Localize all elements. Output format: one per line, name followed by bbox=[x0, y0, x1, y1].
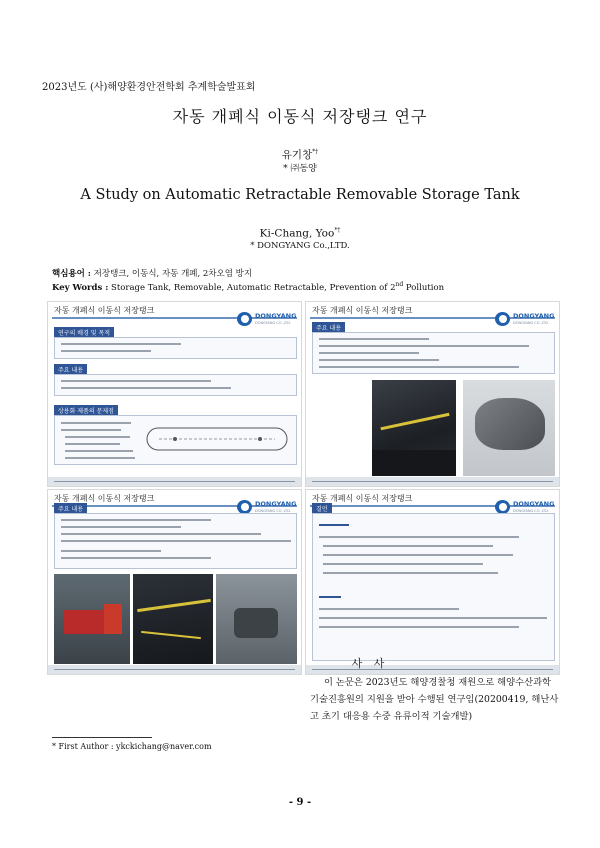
page-number: - 9 - bbox=[288, 797, 312, 808]
conference-header: 2023년도 (사)해양환경안전학회 추계학술발표회 bbox=[42, 82, 256, 93]
acknowledgment-text: 이 논문은 2023년도 해양경찰청 재원으로 해양수산과학 기술진흥원의 지원을 받아 수행된 연구임(20200419, 해난사 고 초기 대응용 수중 유류이적 기술개발) bbox=[310, 677, 559, 722]
section-label: 연구의 배경 및 목적 bbox=[54, 327, 114, 338]
slide-4 bbox=[305, 489, 560, 675]
author-korean: 유기창*† bbox=[281, 148, 319, 161]
dongyang-logo: DONGYANG DONGYANG CO.,LTD. bbox=[495, 310, 553, 330]
photo-deployment bbox=[133, 574, 213, 664]
text-box bbox=[54, 415, 297, 465]
text-box bbox=[54, 374, 297, 396]
photo-equipment bbox=[54, 574, 130, 664]
dongyang-logo: DONGYANG DONGYANG CO.,LTD. bbox=[237, 498, 295, 518]
section-label: 주요 내용 bbox=[312, 322, 345, 333]
slide-1 bbox=[47, 301, 302, 487]
slide-title: 자동 개폐식 이동식 저장탱크 bbox=[54, 306, 155, 315]
affiliation-korean: * ㈜동양 bbox=[283, 164, 317, 174]
tank-diagram bbox=[145, 420, 290, 460]
text-box bbox=[312, 332, 555, 374]
logo-mark-icon bbox=[237, 312, 252, 326]
title-english: A Study on Automatic Retractable Removable Storage Tank bbox=[80, 187, 520, 203]
slide-2 bbox=[305, 301, 560, 487]
slide-3 bbox=[47, 489, 302, 675]
text-box bbox=[54, 513, 297, 569]
title-korean: 자동 개폐식 이동식 저장탱크 연구 bbox=[172, 107, 428, 126]
slide-footer bbox=[306, 477, 559, 486]
section-label: 상용화 제품의 문제점 bbox=[54, 405, 118, 416]
footnote-rule bbox=[52, 737, 152, 738]
photo-tank-deployed bbox=[372, 380, 456, 476]
keywords-english: Key Words : Storage Tank, Removable, Automatic Retractable, Prevention of 2nd Pollution bbox=[52, 281, 445, 293]
dongyang-logo: DONGYANG DONGYANG CO.,LTD. bbox=[237, 310, 295, 330]
keywords-korean: 핵심용어 : 저장탱크, 이동식, 자동 개폐, 2차오염 방지 bbox=[52, 269, 253, 279]
section-label: 주요 내용 bbox=[54, 503, 87, 514]
text-box bbox=[312, 513, 555, 661]
section-label: 결언 bbox=[312, 503, 332, 514]
slide-title: 자동 개폐식 이동식 저장탱크 bbox=[312, 494, 413, 503]
acknowledgment-heading: 사 사 bbox=[351, 657, 389, 670]
logo-mark-icon bbox=[237, 500, 252, 514]
author-english: Ki-Chang, Yoo*† bbox=[259, 227, 341, 240]
dongyang-logo: DONGYANG DONGYANG CO.,LTD. bbox=[495, 498, 553, 518]
slide-title: 자동 개폐식 이동식 저장탱크 bbox=[54, 494, 155, 503]
section-label: 주요 내용 bbox=[54, 364, 87, 375]
text-box bbox=[54, 337, 297, 359]
affiliation-english: * DONGYANG Co.,LTD. bbox=[250, 241, 350, 251]
slide-footer bbox=[48, 477, 301, 486]
slide-title: 자동 개폐식 이동식 저장탱크 bbox=[312, 306, 413, 315]
photo-tank-inflated bbox=[463, 380, 555, 476]
logo-mark-icon bbox=[495, 500, 510, 514]
logo-mark-icon bbox=[495, 312, 510, 326]
photo-setup bbox=[216, 574, 297, 664]
footnote: * First Author : ykckichang@naver.com bbox=[52, 742, 212, 751]
